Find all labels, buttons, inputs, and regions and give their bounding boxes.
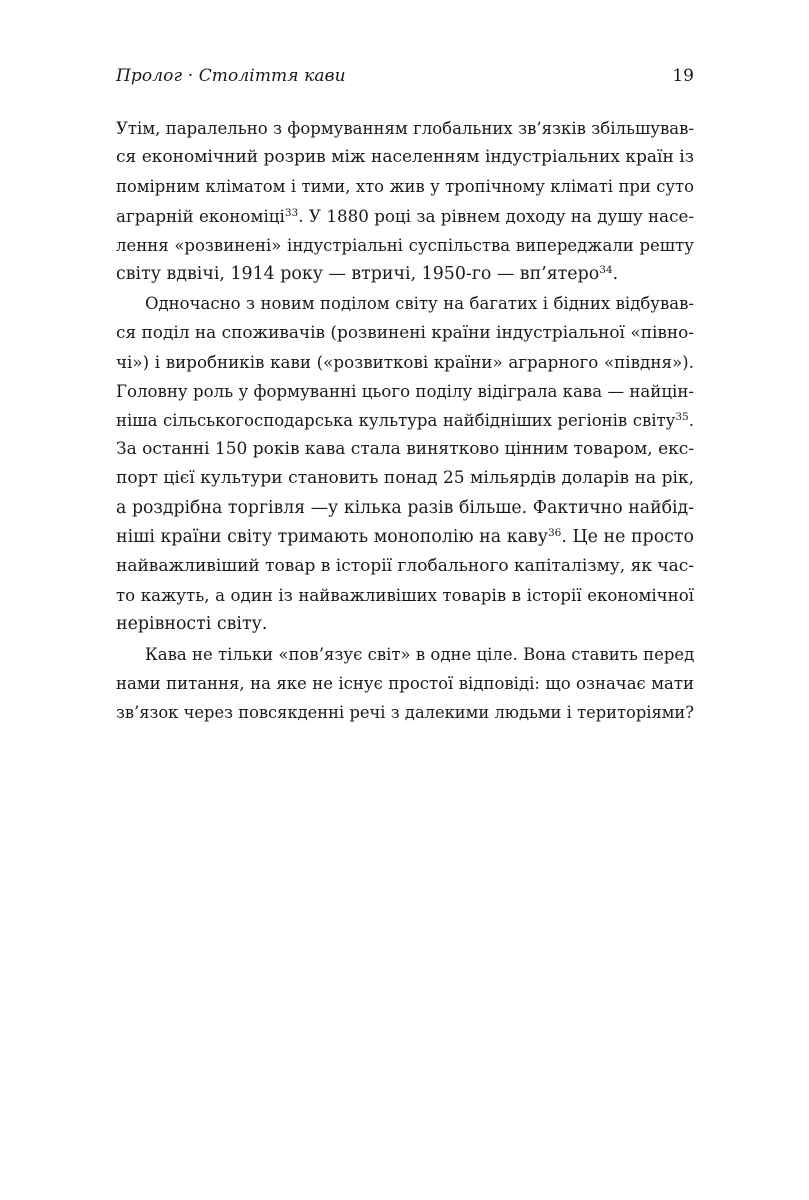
body-text: [116, 114, 694, 727]
text-line: аграрній економіці$^{33}$. У 1880 році за рівнем доходу на душу насе-: [116, 205, 694, 226]
footnote-ref-36[interactable]: 36: [547, 526, 562, 539]
text-line: ніша сільськогосподарська культура найбідніших регіонів світу$^{35}$.: [116, 411, 694, 431]
text-line: чі») і виробників кави («розвиткові країни» аграрного «півдня»).: [116, 351, 694, 372]
text-line: ся поділ на споживачів (розвинені країни індустріальної «півно-: [116, 322, 694, 343]
text-line: ся економічний розрив між населенням індустріальних країн із: [116, 147, 694, 168]
paragraph-3: [116, 640, 694, 728]
paragraph-2: [116, 289, 694, 639]
text-line: нами питання, на яке не існує простої відповіді: що означає мати: [116, 673, 694, 693]
footnote-ref-33[interactable]: 33: [284, 206, 299, 219]
text-line: ніші країни світу тримають монополію на каву$^{36}$. Це не просто: [116, 526, 694, 547]
text-line: то кажуть, а один із найважливіших товарів в історії економічної: [116, 586, 694, 606]
text-line: найважливіший товар в історії глобального капіталізму, як час-: [116, 556, 694, 577]
text-line: Кава не тільки «пов’язує світ» в одне ціле. Вона ставить перед: [145, 644, 695, 664]
text-line: Головну роль у формуванні цього поділу відіграла кава — найцін-: [116, 381, 694, 401]
text-line: За останні 150 років кава стала винятково цінним товаром, екс-: [116, 439, 695, 460]
text-line: Одночасно з новим поділом світу на багатих і бідних відбував-: [145, 294, 694, 314]
text-line: а роздрібна торгівля —у кілька разів більше. Фактично найбід-: [116, 497, 694, 518]
paragraph-1: [116, 114, 694, 289]
footnote-ref-35[interactable]: 35: [675, 411, 689, 424]
text-line: помірним кліматом і тими, хто жив у тропічному кліматі при суто: [116, 177, 694, 197]
page-number: 19: [672, 66, 694, 86]
text-line: світу вдвічі, 1914 року — втричі, 1950-го — вп’ятеро$^{34}$.: [116, 264, 619, 285]
text-line: нерівності світу.: [116, 614, 268, 635]
text-line: лення «розвинені» індустріальні суспільства випереджали решту: [116, 235, 694, 255]
text-line: зв’язок через повсякденні речі з далекими людьми і територіями?: [116, 703, 694, 723]
text-line: Утім, паралельно з формуванням глобальних зв’язків збільшував-: [116, 119, 694, 138]
running-header: [116, 66, 694, 92]
running-title: Пролог · Століття кави: [116, 66, 346, 86]
footnote-ref-34[interactable]: 34: [599, 264, 613, 277]
text-line: порт цієї культури становить понад 25 мільярдів доларів на рік,: [116, 468, 694, 489]
